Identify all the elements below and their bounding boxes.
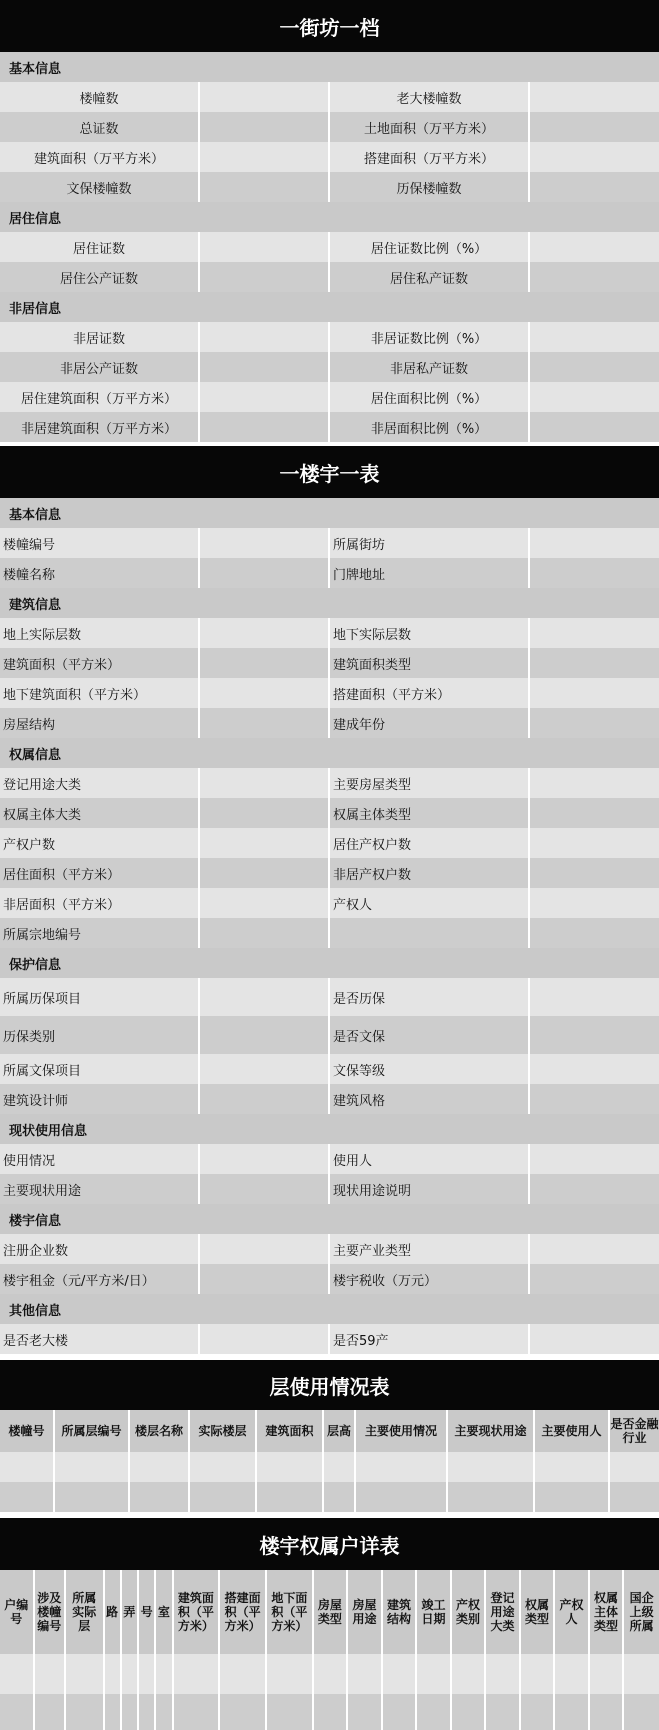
field-label: 所属历保项目 — [0, 978, 200, 1016]
field-label: 注册企业数 — [0, 1234, 200, 1264]
field-label: 土地面积（万平方米） — [330, 112, 530, 142]
quanshu-col-header: 搭建面积（平方米） — [220, 1570, 267, 1654]
field-label: 建筑设计师 — [0, 1084, 200, 1114]
jiefang-row — [0, 382, 659, 412]
field-label: 建筑风格 — [330, 1084, 530, 1114]
quanshu-cell[interactable] — [35, 1654, 66, 1694]
field-label: 建成年份 — [330, 708, 530, 738]
ceng-col-header: 主要现状用途 — [448, 1410, 535, 1452]
quanshu-cell[interactable] — [66, 1654, 105, 1694]
louyu-section-5: 楼宇信息 — [0, 1204, 659, 1234]
ceng-col-header: 楼层名称 — [130, 1410, 190, 1452]
field-value[interactable] — [530, 1264, 659, 1294]
field-label: 历保楼幢数 — [330, 172, 530, 202]
field-label: 文保等级 — [330, 1054, 530, 1084]
field-label: 楼宇租金（元/平方米/日） — [0, 1264, 200, 1294]
louyu-row — [0, 1054, 659, 1084]
ceng-data-row — [0, 1482, 659, 1512]
field-value[interactable] — [200, 708, 330, 738]
ceng-cell[interactable] — [535, 1482, 610, 1512]
field-value[interactable] — [530, 1174, 659, 1204]
quanshu-cell[interactable] — [220, 1654, 267, 1694]
quanshu-cell[interactable] — [66, 1694, 105, 1730]
louyu-row — [0, 1174, 659, 1204]
louyu-row — [0, 648, 659, 678]
ceng-cell[interactable] — [0, 1482, 55, 1512]
field-label: 居住面积比例（%） — [330, 382, 530, 412]
ceng-cell[interactable] — [324, 1452, 356, 1482]
field-label: 非居证数 — [0, 322, 200, 352]
field-value[interactable] — [200, 352, 330, 382]
louyu-section-0: 基本信息 — [0, 498, 659, 528]
field-value[interactable] — [530, 1144, 659, 1174]
ceng-cell[interactable] — [55, 1482, 130, 1512]
field-label: 所属宗地编号 — [0, 918, 200, 948]
ceng-cell[interactable] — [55, 1452, 130, 1482]
field-label: 权属主体类型 — [330, 798, 530, 828]
louyu-row — [0, 618, 659, 648]
quanshu-cell[interactable] — [0, 1694, 35, 1730]
field-label: 产权户数 — [0, 828, 200, 858]
field-label: 房屋结构 — [0, 708, 200, 738]
field-label: 是否59产 — [330, 1324, 530, 1354]
quanshu-cell[interactable] — [105, 1654, 122, 1694]
jiefang-row — [0, 352, 659, 382]
ceng-col-header: 实际楼层 — [190, 1410, 257, 1452]
ceng-title: 层使用情况表 — [0, 1360, 659, 1410]
quanshu-col-header: 室 — [156, 1570, 173, 1654]
field-label: 居住证数比例（%） — [330, 232, 530, 262]
field-label: 非居私产证数 — [330, 352, 530, 382]
quanshu-cell[interactable] — [555, 1694, 590, 1730]
field-value[interactable] — [200, 262, 330, 292]
field-label: 居住面积（平方米） — [0, 858, 200, 888]
quanshu-col-header: 竣工日期 — [417, 1570, 452, 1654]
field-value[interactable] — [200, 1234, 330, 1264]
louyu-row — [0, 828, 659, 858]
quanshu-col-header: 登记用途大类 — [486, 1570, 521, 1654]
louyu-section-4: 现状使用信息 — [0, 1114, 659, 1144]
field-value[interactable] — [530, 618, 659, 648]
field-value[interactable] — [200, 798, 330, 828]
quanshu-cell[interactable] — [105, 1694, 122, 1730]
louyu-row — [0, 858, 659, 888]
field-value[interactable] — [530, 828, 659, 858]
field-value[interactable] — [530, 412, 659, 442]
field-label: 历保类别 — [0, 1016, 200, 1054]
louyu-row — [0, 1084, 659, 1114]
field-value[interactable] — [530, 112, 659, 142]
quanshu-col-header: 权属主体类型 — [590, 1570, 625, 1654]
quanshu-cell[interactable] — [624, 1694, 659, 1730]
field-value[interactable] — [200, 1174, 330, 1204]
field-value[interactable] — [200, 978, 330, 1016]
quanshu-cell[interactable] — [156, 1694, 173, 1730]
ceng-col-header: 所属层编号 — [55, 1410, 130, 1452]
jiefang-row — [0, 172, 659, 202]
field-value[interactable] — [530, 1324, 659, 1354]
louyu-section-2: 权属信息 — [0, 738, 659, 768]
louyu-section-3: 保护信息 — [0, 948, 659, 978]
field-value[interactable] — [200, 1264, 330, 1294]
quanshu-cell[interactable] — [139, 1654, 156, 1694]
field-value[interactable] — [530, 768, 659, 798]
louyu-section-6: 其他信息 — [0, 1294, 659, 1324]
quanshu-cell[interactable] — [521, 1654, 556, 1694]
quanshu-col-header: 房屋类型 — [314, 1570, 349, 1654]
quanshu-data-row — [0, 1654, 659, 1694]
quanshu-cell[interactable] — [486, 1654, 521, 1694]
quanshu-data-row — [0, 1694, 659, 1730]
quanshu-cell[interactable] — [590, 1694, 625, 1730]
field-value[interactable] — [200, 1324, 330, 1354]
field-value[interactable] — [200, 918, 330, 948]
quanshu-col-header: 建筑面积（平方米） — [174, 1570, 221, 1654]
louyu-row — [0, 1144, 659, 1174]
louyu-row — [0, 1324, 659, 1354]
field-value[interactable] — [530, 648, 659, 678]
louyu-row — [0, 798, 659, 828]
jiefang-row — [0, 142, 659, 172]
field-label: 权属主体大类 — [0, 798, 200, 828]
louyu-row — [0, 1016, 659, 1054]
ceng-cell[interactable] — [130, 1482, 190, 1512]
field-label: 非居建筑面积（万平方米） — [0, 412, 200, 442]
jiefang-section-2: 非居信息 — [0, 292, 659, 322]
ceng-data-row — [0, 1452, 659, 1482]
jiefang-row — [0, 262, 659, 292]
louyu-section-1: 建筑信息 — [0, 588, 659, 618]
field-label: 非居面积比例（%） — [330, 412, 530, 442]
field-value[interactable] — [200, 678, 330, 708]
field-label: 建筑面积（万平方米） — [0, 142, 200, 172]
quanshu-cell[interactable] — [220, 1694, 267, 1730]
field-value[interactable] — [530, 708, 659, 738]
field-label: 总证数 — [0, 112, 200, 142]
field-value[interactable] — [530, 528, 659, 558]
quanshu-col-header: 国企上级所属 — [629, 1591, 654, 1633]
quanshu-cell[interactable] — [267, 1654, 314, 1694]
quanshu-title: 楼宇权属户详表 — [0, 1518, 659, 1570]
field-label: 门牌地址 — [330, 558, 530, 588]
field-value[interactable] — [530, 262, 659, 292]
field-value[interactable] — [530, 142, 659, 172]
field-value[interactable] — [530, 382, 659, 412]
field-label: 建筑面积（平方米） — [0, 648, 200, 678]
field-value[interactable] — [530, 322, 659, 352]
quanshu-cell[interactable] — [156, 1654, 173, 1694]
quanshu-cell[interactable] — [122, 1654, 139, 1694]
quanshu-cell[interactable] — [122, 1694, 139, 1730]
ceng-col-header: 建筑面积 — [257, 1410, 324, 1452]
quanshu-cell[interactable] — [521, 1694, 556, 1730]
louyu-row — [0, 888, 659, 918]
field-label: 居住私产证数 — [330, 262, 530, 292]
field-label: 楼宇税收（万元） — [330, 1264, 530, 1294]
quanshu-cell[interactable] — [383, 1694, 418, 1730]
louyu-row — [0, 918, 659, 948]
field-value[interactable] — [200, 768, 330, 798]
ceng-cell[interactable] — [535, 1452, 610, 1482]
field-label: 产权人 — [330, 888, 530, 918]
quanshu-cell[interactable] — [383, 1654, 418, 1694]
ceng-cell[interactable] — [610, 1452, 659, 1482]
field-value[interactable] — [200, 382, 330, 412]
quanshu-cell[interactable] — [555, 1654, 590, 1694]
ceng-cell[interactable] — [190, 1452, 257, 1482]
quanshu-cell[interactable] — [417, 1654, 452, 1694]
quanshu-cell[interactable] — [452, 1694, 487, 1730]
ceng-cell[interactable] — [324, 1482, 356, 1512]
field-label: 是否文保 — [330, 1016, 530, 1054]
jiefang-title: 一街坊一档 — [0, 0, 659, 52]
field-value[interactable] — [530, 232, 659, 262]
field-value[interactable] — [200, 558, 330, 588]
field-value[interactable] — [200, 828, 330, 858]
ceng-cell[interactable] — [0, 1452, 55, 1482]
field-value[interactable] — [530, 1054, 659, 1084]
ceng-cell[interactable] — [190, 1482, 257, 1512]
field-label: 主要房屋类型 — [330, 768, 530, 798]
quanshu-cell[interactable] — [348, 1694, 383, 1730]
quanshu-col-header: 地下面积（平方米） — [267, 1570, 314, 1654]
field-label: 文保楼幢数 — [0, 172, 200, 202]
field-label: 居住建筑面积（万平方米） — [0, 382, 200, 412]
louyu-row — [0, 678, 659, 708]
ceng-cell[interactable] — [130, 1452, 190, 1482]
jiefang-row — [0, 112, 659, 142]
quanshu-col-header: 产权类别 — [452, 1570, 487, 1654]
quanshu-col-header: 弄 — [122, 1570, 139, 1654]
quanshu-cell[interactable] — [452, 1654, 487, 1694]
quanshu-cell[interactable] — [314, 1694, 349, 1730]
quanshu-cell[interactable] — [174, 1654, 221, 1694]
quanshu-col-header: 房屋用途 — [348, 1570, 383, 1654]
quanshu-cell[interactable] — [486, 1694, 521, 1730]
louyu-row — [0, 1264, 659, 1294]
field-value[interactable] — [200, 1144, 330, 1174]
quanshu-col-header: 所属实际层 — [66, 1570, 105, 1654]
ceng-col-header: 主要使用情况 — [356, 1410, 448, 1452]
field-value[interactable] — [530, 1016, 659, 1054]
field-value[interactable] — [200, 618, 330, 648]
quanshu-col-header: 户编号 — [0, 1570, 35, 1654]
field-value[interactable] — [530, 352, 659, 382]
field-value[interactable] — [530, 858, 659, 888]
field-label: 登记用途大类 — [0, 768, 200, 798]
field-label: 所属文保项目 — [0, 1054, 200, 1084]
field-label: 所属街坊 — [330, 528, 530, 558]
quanshu-col-header: 号 — [139, 1570, 156, 1654]
quanshu-cell[interactable] — [0, 1654, 35, 1694]
field-label: 楼幢编号 — [0, 528, 200, 558]
louyu-row — [0, 708, 659, 738]
quanshu-col-header: 路 — [105, 1570, 122, 1654]
field-value[interactable] — [200, 112, 330, 142]
field-label: 使用情况 — [0, 1144, 200, 1174]
quanshu-header — [0, 1570, 659, 1654]
field-value[interactable] — [200, 412, 330, 442]
jiefang-row — [0, 82, 659, 112]
field-value[interactable] — [530, 918, 659, 948]
jiefang-row — [0, 412, 659, 442]
field-value[interactable] — [530, 1084, 659, 1114]
field-value[interactable] — [200, 82, 330, 112]
ceng-cell[interactable] — [257, 1482, 324, 1512]
field-value[interactable] — [200, 232, 330, 262]
ceng-cell[interactable] — [610, 1482, 659, 1512]
quanshu-cell[interactable] — [314, 1654, 349, 1694]
field-label: 居住产权户数 — [330, 828, 530, 858]
field-label: 非居面积（平方米） — [0, 888, 200, 918]
field-value[interactable] — [530, 558, 659, 588]
field-label: 是否老大楼 — [0, 1324, 200, 1354]
field-value[interactable] — [530, 172, 659, 202]
field-label: 地下建筑面积（平方米） — [0, 678, 200, 708]
field-label: 地上实际层数 — [0, 618, 200, 648]
louyu-title: 一楼宇一表 — [0, 446, 659, 498]
quanshu-cell[interactable] — [590, 1654, 625, 1694]
ceng-col-header: 楼幢号 — [0, 1410, 55, 1452]
field-label: 主要产业类型 — [330, 1234, 530, 1264]
field-value[interactable] — [200, 528, 330, 558]
louyu-row — [0, 558, 659, 588]
field-label: 现状用途说明 — [330, 1174, 530, 1204]
field-label: 居住公产证数 — [0, 262, 200, 292]
jiefang-row — [0, 232, 659, 262]
louyu-row — [0, 528, 659, 558]
field-value[interactable] — [200, 142, 330, 172]
ceng-col-header: 是否金融行业 — [610, 1417, 659, 1445]
field-label: 搭建面积（万平方米） — [330, 142, 530, 172]
ceng-cell[interactable] — [356, 1482, 448, 1512]
field-value[interactable] — [200, 1084, 330, 1114]
quanshu-col-header: 涉及楼幢编号 — [35, 1570, 66, 1654]
field-value[interactable] — [530, 82, 659, 112]
ceng-header — [0, 1410, 659, 1452]
field-label: 楼幢名称 — [0, 558, 200, 588]
field-label: 楼幢数 — [0, 82, 200, 112]
field-label: 老大楼幢数 — [330, 82, 530, 112]
ceng-cell[interactable] — [257, 1452, 324, 1482]
field-value[interactable] — [200, 322, 330, 352]
quanshu-cell[interactable] — [624, 1654, 659, 1694]
quanshu-col-header: 建筑结构 — [383, 1570, 418, 1654]
quanshu-col-header: 权属类型 — [521, 1570, 556, 1654]
ceng-cell[interactable] — [448, 1452, 535, 1482]
field-label — [330, 918, 530, 948]
louyu-row — [0, 1234, 659, 1264]
quanshu-cell[interactable] — [174, 1694, 221, 1730]
field-label: 建筑面积类型 — [330, 648, 530, 678]
field-label: 地下实际层数 — [330, 618, 530, 648]
field-label: 非居产权户数 — [330, 858, 530, 888]
field-value[interactable] — [200, 858, 330, 888]
quanshu-cell[interactable] — [417, 1694, 452, 1730]
field-value[interactable] — [200, 888, 330, 918]
field-value[interactable] — [200, 648, 330, 678]
ceng-col-header: 主要使用人 — [535, 1410, 610, 1452]
field-value[interactable] — [530, 978, 659, 1016]
field-value[interactable] — [530, 888, 659, 918]
field-value[interactable] — [530, 1234, 659, 1264]
louyu-row — [0, 768, 659, 798]
field-label: 非居公产证数 — [0, 352, 200, 382]
field-value[interactable] — [200, 1016, 330, 1054]
quanshu-cell[interactable] — [348, 1654, 383, 1694]
field-label: 主要现状用途 — [0, 1174, 200, 1204]
field-label: 是否历保 — [330, 978, 530, 1016]
louyu-row — [0, 978, 659, 1016]
field-value[interactable] — [530, 678, 659, 708]
quanshu-col-header: 产权人 — [555, 1570, 590, 1654]
ceng-col-header: 层高 — [324, 1410, 356, 1452]
field-label: 非居证数比例（%） — [330, 322, 530, 352]
quanshu-cell[interactable] — [35, 1694, 66, 1730]
quanshu-cell[interactable] — [267, 1694, 314, 1730]
field-value[interactable] — [530, 798, 659, 828]
field-label: 居住证数 — [0, 232, 200, 262]
field-value[interactable] — [200, 172, 330, 202]
field-label: 搭建面积（平方米） — [330, 678, 530, 708]
quanshu-cell[interactable] — [139, 1694, 156, 1730]
field-label: 使用人 — [330, 1144, 530, 1174]
ceng-cell[interactable] — [356, 1452, 448, 1482]
jiefang-row — [0, 322, 659, 352]
field-value[interactable] — [200, 1054, 330, 1084]
jiefang-section-0: 基本信息 — [0, 52, 659, 82]
jiefang-section-1: 居住信息 — [0, 202, 659, 232]
ceng-cell[interactable] — [448, 1482, 535, 1512]
